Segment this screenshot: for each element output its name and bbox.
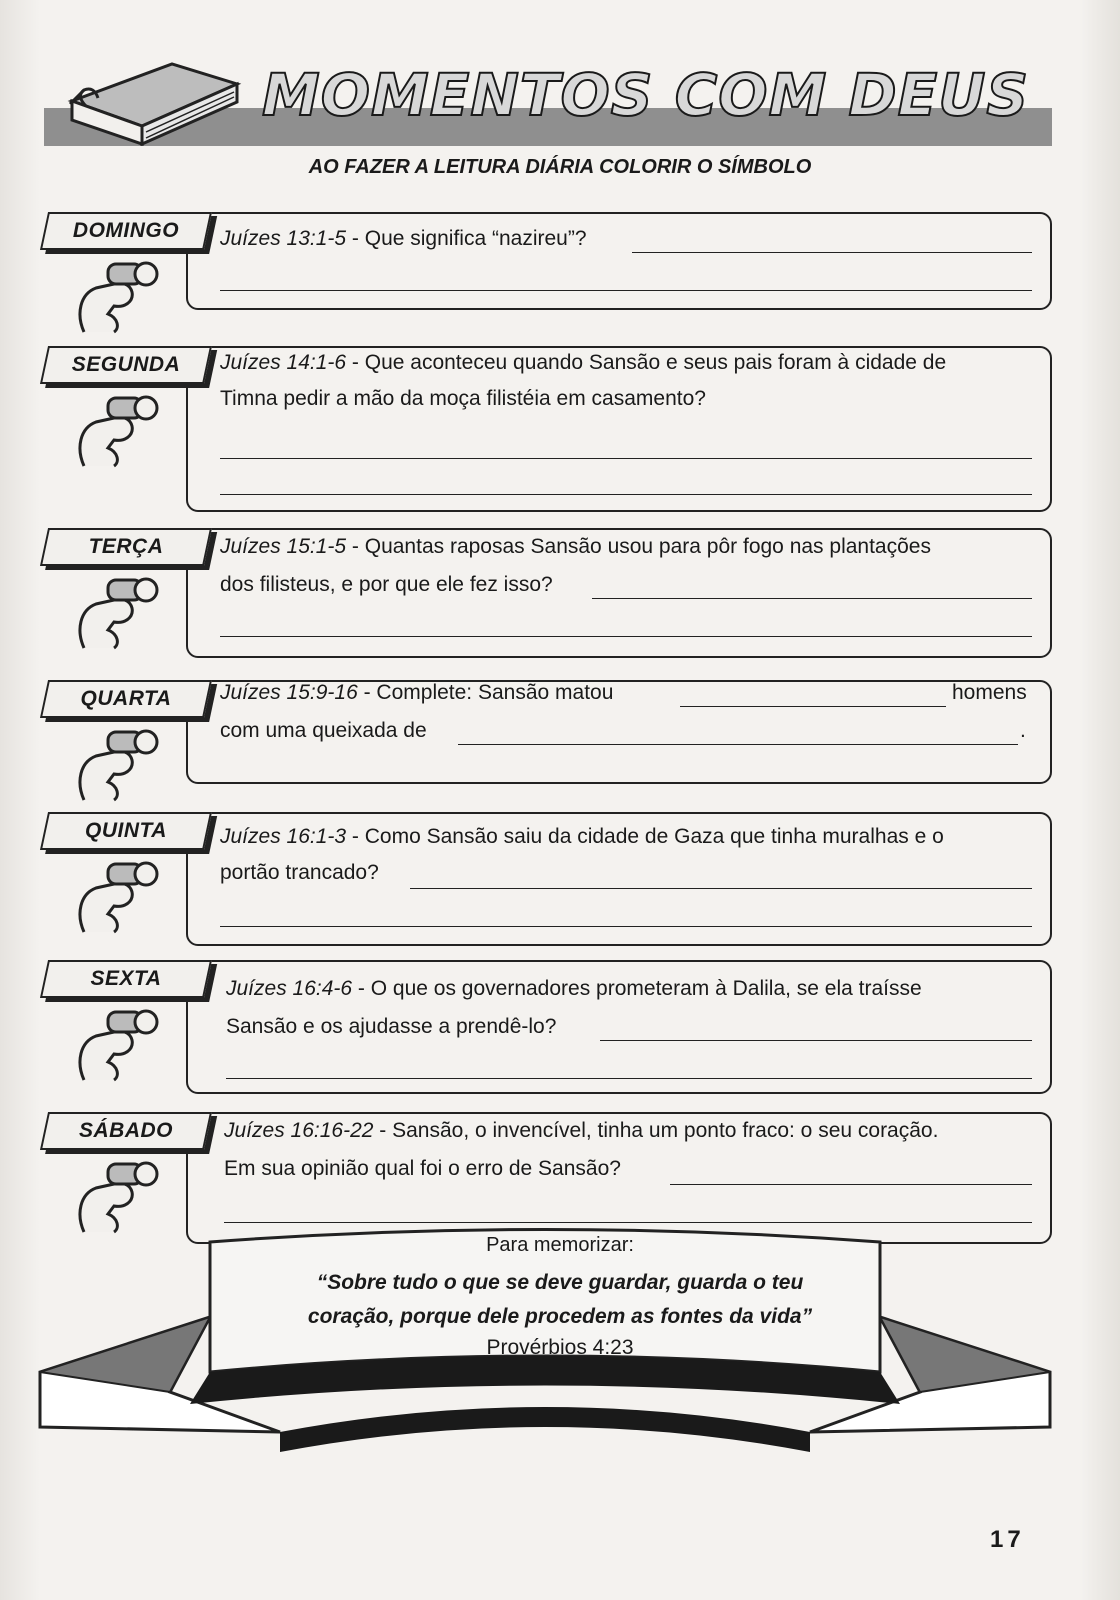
arm-icon <box>74 570 160 650</box>
day-row-sexta <box>44 960 1052 1094</box>
question: - Quantas raposas Sansão usou para pôr fogo nas plantações <box>346 535 931 558</box>
answer-line[interactable] <box>632 252 1032 253</box>
arm-icon <box>74 388 160 468</box>
bible-reference: Juízes 16:1-3 <box>220 825 347 848</box>
question-text <box>220 220 587 257</box>
day-label: DOMINGO <box>72 219 180 242</box>
memorize-label: Para memorizar: <box>486 1234 634 1256</box>
question-text <box>220 674 613 711</box>
page-subtitle: AO FAZER A LEITURA DIÁRIA COLORIR O SÍMBOLO <box>308 156 812 178</box>
bible-reference: Juízes 14:1-6 <box>220 351 347 374</box>
question-tail: homens <box>952 681 1027 704</box>
question-text-line2: Em sua opinião qual foi o erro de Sansão? <box>224 1157 621 1180</box>
question: - Que aconteceu quando Sansão e seus pais foram à cidade de <box>346 351 947 374</box>
answer-line[interactable] <box>220 636 1032 637</box>
question: - O que os governadores prometeram à Dalila, se ela traísse <box>352 977 922 1000</box>
question: - Complete: Sansão matou <box>357 681 614 704</box>
answer-line[interactable] <box>220 926 1032 927</box>
question-text <box>226 970 922 1007</box>
answer-line[interactable] <box>458 744 1018 745</box>
day-row-quarta <box>44 680 1052 784</box>
answer-line[interactable] <box>600 1040 1032 1041</box>
question-text <box>220 344 946 381</box>
answer-line[interactable] <box>226 1078 1032 1079</box>
question: - Que significa “nazireu”? <box>346 227 587 250</box>
day-label: SÁBADO <box>78 1119 173 1142</box>
arm-icon <box>74 1002 160 1082</box>
day-row-quinta <box>44 812 1052 946</box>
day-row-terca <box>44 528 1052 658</box>
answer-line[interactable] <box>680 706 946 707</box>
bible-reference: Juízes 16:4-6 <box>226 977 353 1000</box>
day-label: TERÇA <box>88 535 164 558</box>
day-tab <box>40 960 212 998</box>
question-text <box>224 1112 938 1149</box>
question-tail: . <box>1020 719 1026 742</box>
bible-reference: Juízes 15:1-5 <box>220 535 347 558</box>
bible-reference: Juízes 15:9-16 <box>220 681 358 704</box>
day-tab <box>40 528 212 566</box>
day-tab <box>40 680 212 718</box>
page-number: 17 <box>990 1526 1025 1553</box>
day-label: SEXTA <box>90 967 162 990</box>
answer-line[interactable] <box>220 494 1032 495</box>
question-text <box>220 818 944 855</box>
day-tab <box>40 346 212 384</box>
question-text-line2: Timna pedir a mão da moça filistéia em casamento? <box>220 387 706 410</box>
question: - Como Sansão saiu da cidade de Gaza que tinha muralhas e o <box>346 825 944 848</box>
answer-line[interactable] <box>592 598 1032 599</box>
answer-line[interactable] <box>220 458 1032 459</box>
bible-reference: Juízes 13:1-5 <box>220 227 347 250</box>
verse-line-2: coração, porque dele procedem as fontes da vida” <box>307 1305 813 1328</box>
page-title: MOMENTOS COM DEUS <box>262 61 1030 129</box>
question-text-line2: Sansão e os ajudasse a prendê-lo? <box>226 1015 557 1038</box>
day-label: QUARTA <box>80 687 172 710</box>
day-row-segunda <box>44 346 1052 516</box>
day-tab <box>40 812 212 850</box>
question-text-line2: dos filisteus, e por que ele fez isso? <box>220 573 553 596</box>
arm-icon <box>74 254 160 334</box>
arm-icon <box>74 722 160 802</box>
question-text <box>220 528 931 565</box>
answer-line[interactable] <box>220 290 1032 291</box>
day-label: QUINTA <box>85 819 167 842</box>
bible-reference: Juízes 16:16-22 <box>224 1119 374 1142</box>
verse-reference: Provérbios 4:23 <box>486 1336 634 1359</box>
question-text-line2: com uma queixada de <box>220 719 427 742</box>
answer-line[interactable] <box>670 1184 1032 1185</box>
day-tab <box>40 212 212 250</box>
day-label: SEGUNDA <box>71 353 181 376</box>
answer-line[interactable] <box>410 888 1032 889</box>
memory-verse <box>0 1266 1120 1334</box>
question: - Sansão, o invencível, tinha um ponto fraco: o seu coração. <box>373 1119 939 1142</box>
verse-line-1: “Sobre tudo o que se deve guardar, guarda o teu <box>316 1271 804 1294</box>
question-text-line2: portão trancado? <box>220 861 379 884</box>
book-icon <box>62 56 242 146</box>
day-tab <box>40 1112 212 1150</box>
arm-icon <box>74 854 160 934</box>
day-row-domingo <box>44 212 1052 312</box>
